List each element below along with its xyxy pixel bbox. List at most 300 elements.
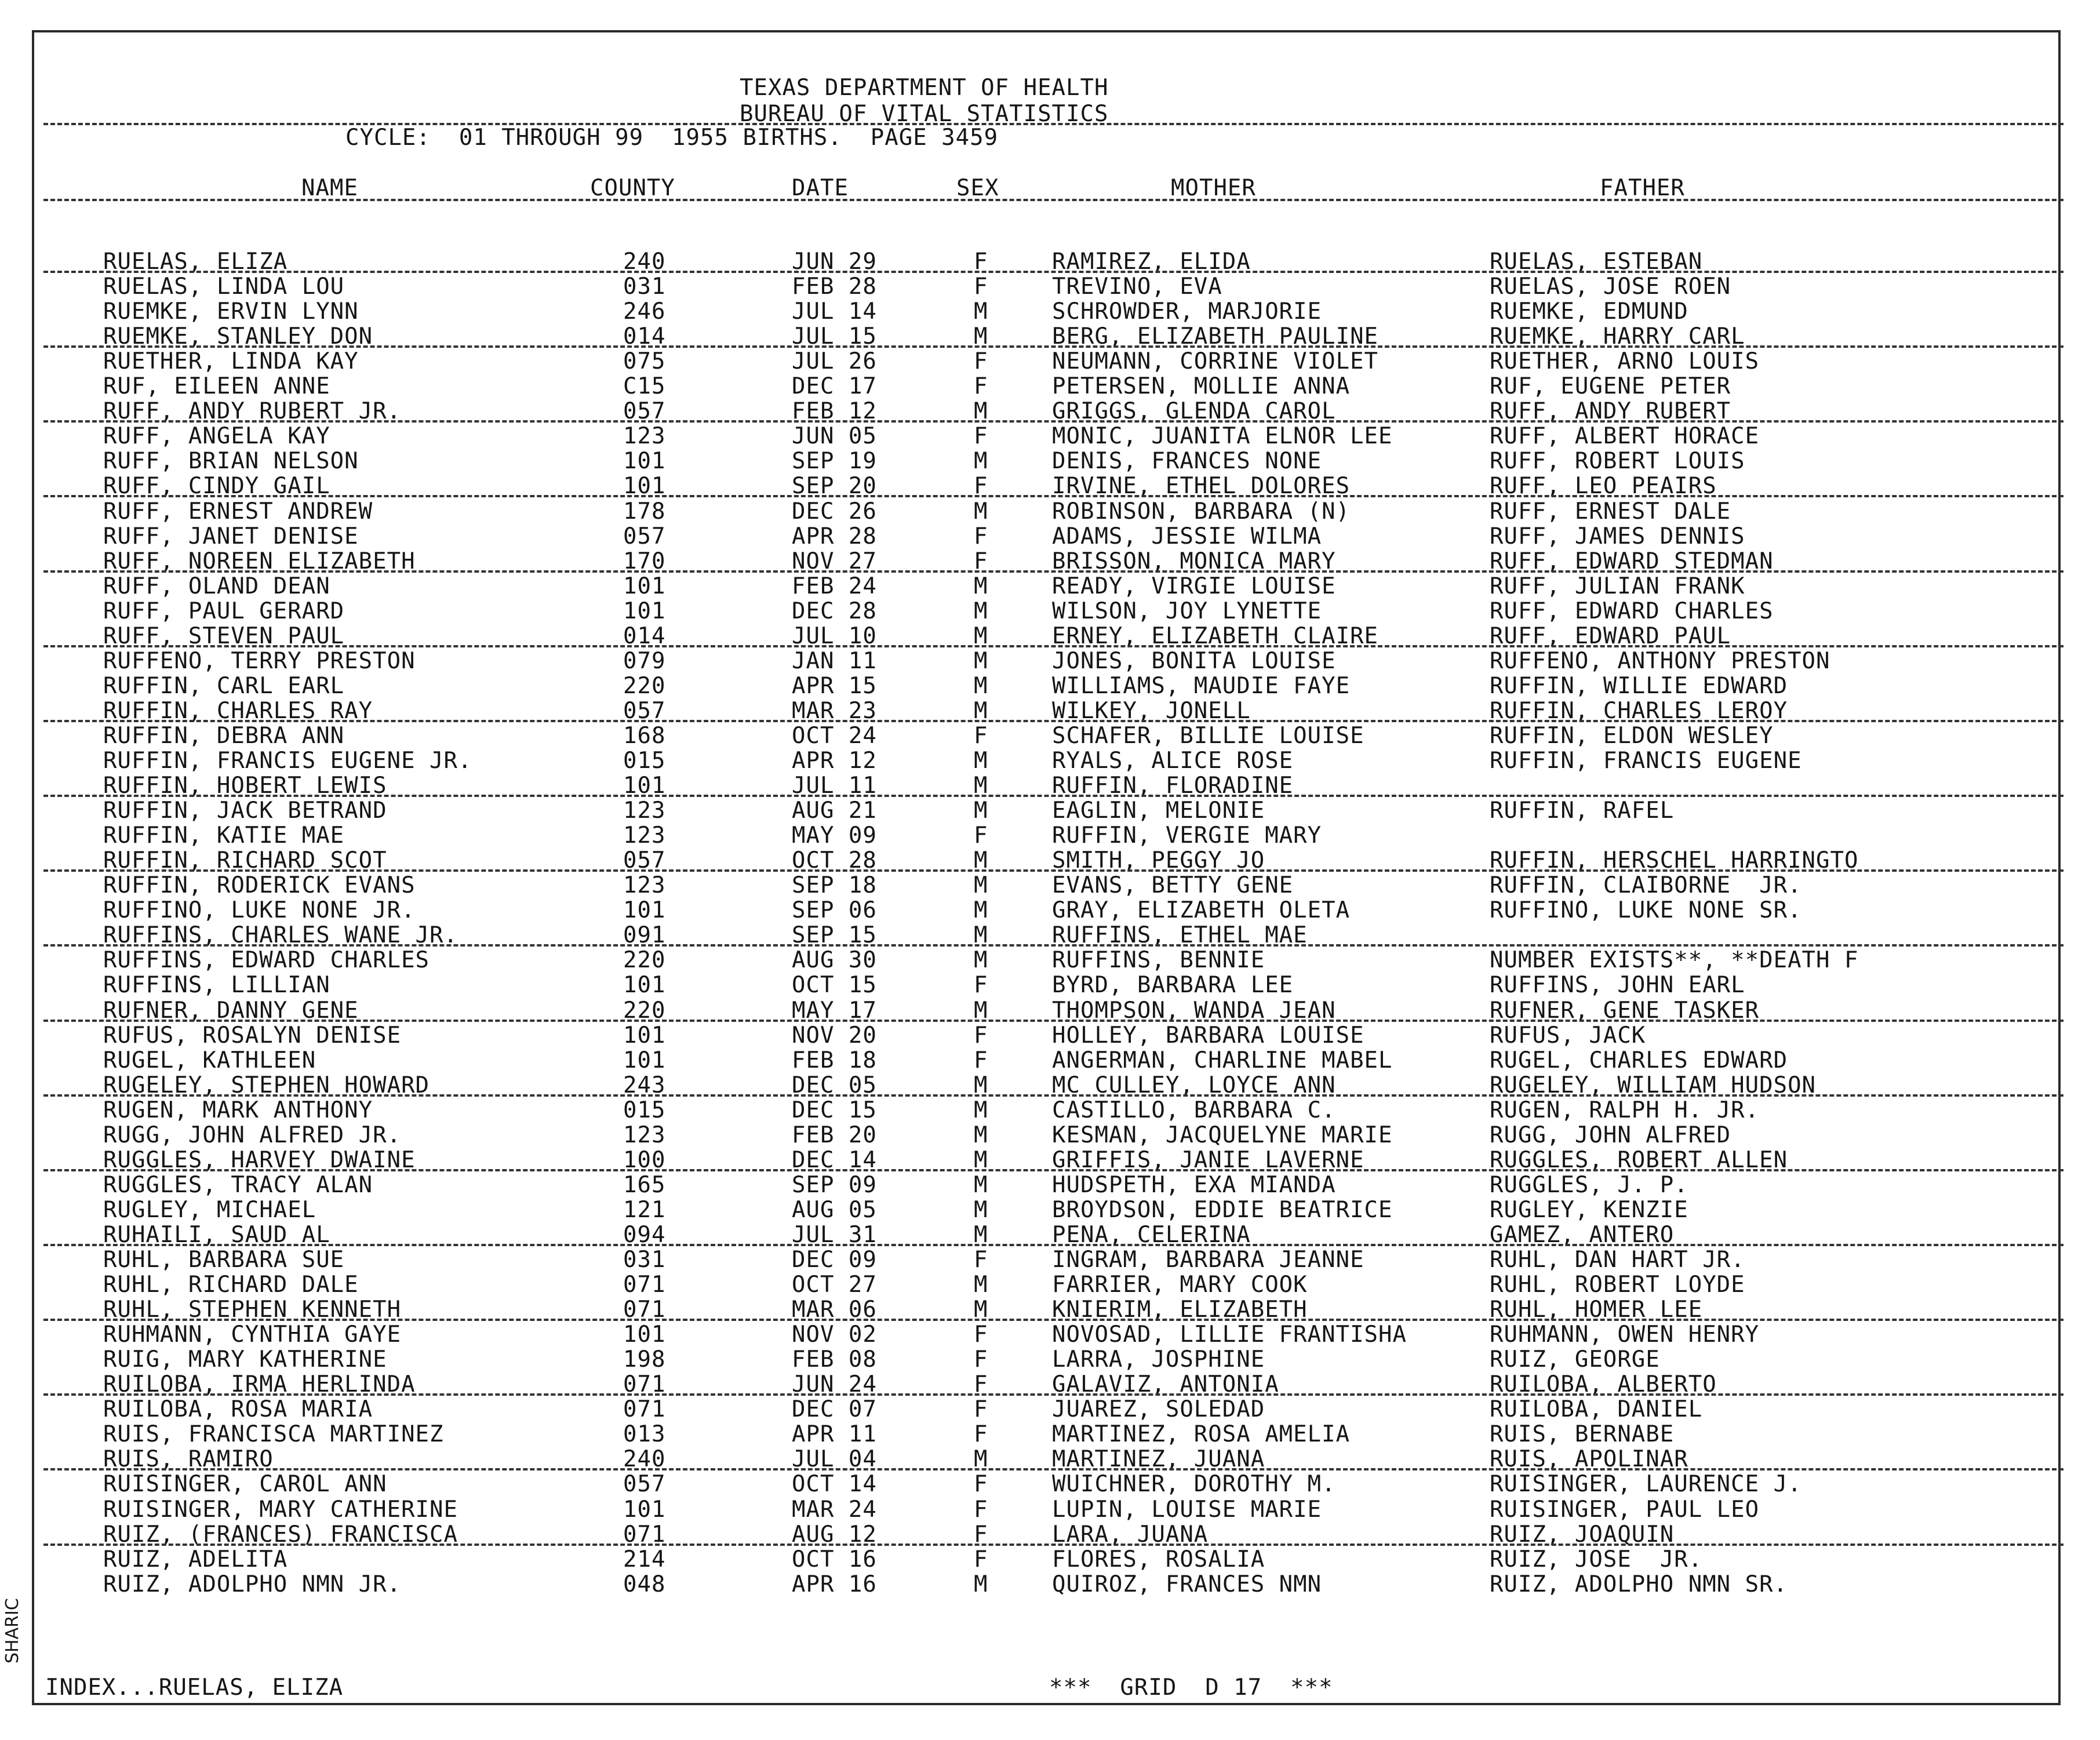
- cell-name: RUFFIN, RODERICK EVANS: [103, 872, 416, 899]
- cell-county: 168: [623, 722, 666, 749]
- cell-county: 121: [623, 1196, 666, 1223]
- cell-sex: F: [974, 1047, 988, 1073]
- cell-name: RUHL, RICHARD DALE: [103, 1272, 359, 1298]
- cell-county: 101: [623, 598, 666, 624]
- cell-sex: M: [974, 1272, 988, 1298]
- cell-date: APR 28: [792, 523, 877, 549]
- cell-county: 071: [623, 1297, 666, 1323]
- cell-name: RUELAS, ELIZA: [103, 249, 288, 275]
- cell-county: 014: [623, 323, 666, 350]
- table-row: [0, 1171, 2100, 1199]
- table-row: [0, 1348, 2100, 1373]
- cell-county: 178: [623, 498, 666, 525]
- cell-father: RUIS, BERNABE: [1490, 1421, 1675, 1448]
- cell-sex: M: [974, 1171, 988, 1198]
- cell-mother: LUPIN, LOUISE MARIE: [1052, 1496, 1322, 1523]
- cell-sex: M: [974, 1446, 988, 1473]
- cell-mother: ERNEY, ELIZABETH CLAIRE: [1052, 623, 1379, 649]
- cell-mother: BYRD, BARBARA LEE: [1052, 972, 1294, 999]
- cell-father: RUGG, JOHN ALFRED: [1490, 1122, 1731, 1148]
- table-row: [0, 500, 2100, 525]
- table-row: [0, 1273, 2100, 1298]
- cell-date: OCT 15: [792, 972, 877, 999]
- cell-county: 014: [623, 623, 666, 649]
- side-label: SHARIC: [2, 1598, 23, 1663]
- cell-father: RUGGLES, ROBERT ALLEN: [1490, 1146, 1788, 1173]
- cell-date: DEC 28: [792, 598, 877, 624]
- cell-name: RUILOBA, IRMA HERLINDA: [103, 1371, 416, 1398]
- cell-name: RUIZ, ADELITA: [103, 1546, 288, 1572]
- cell-county: 123: [623, 872, 666, 899]
- cell-father: RUFF, LEO PEAIRS: [1490, 473, 1717, 500]
- cell-sex: M: [974, 922, 988, 949]
- cell-county: 240: [623, 1446, 666, 1473]
- row-divider: [43, 570, 2063, 573]
- cell-date: DEC 17: [792, 373, 877, 400]
- cell-mother: THOMPSON, WANDA JEAN: [1052, 997, 1336, 1024]
- cell-sex: F: [974, 1247, 988, 1273]
- cell-date: SEP 19: [792, 448, 877, 475]
- cell-sex: M: [974, 623, 988, 649]
- table-row: [0, 1196, 2100, 1224]
- cell-date: OCT 16: [792, 1546, 877, 1572]
- cell-mother: QUIROZ, FRANCES NMN: [1052, 1571, 1322, 1597]
- cell-county: 094: [623, 1221, 666, 1248]
- table-row: [0, 974, 2100, 999]
- cell-sex: M: [974, 872, 988, 899]
- cell-date: DEC 15: [792, 1097, 877, 1123]
- cell-name: RUHMANN, CYNTHIA GAYE: [103, 1322, 402, 1348]
- cell-name: RUFFINS, LILLIAN: [103, 972, 330, 999]
- table-row: [0, 1498, 2100, 1523]
- cell-father: RUEMKE, HARRY CARL: [1490, 323, 1745, 350]
- table-row: [0, 899, 2100, 924]
- cell-mother: DENIS, FRANCES NONE: [1052, 448, 1322, 475]
- cell-name: RUFFENO, TERRY PRESTON: [103, 647, 416, 674]
- cell-date: AUG 12: [792, 1521, 877, 1548]
- row-divider: [43, 795, 2063, 797]
- cell-sex: M: [974, 1196, 988, 1223]
- row-divider: [43, 420, 2063, 423]
- cell-sex: M: [974, 847, 988, 874]
- cell-county: 170: [623, 548, 666, 574]
- cell-father: RUFF, ROBERT LOUIS: [1490, 448, 1745, 475]
- row-divider: [43, 645, 2063, 647]
- cell-name: RUGLEY, MICHAEL: [103, 1196, 316, 1223]
- cell-mother: MARTINEZ, ROSA AMELIA: [1052, 1421, 1351, 1448]
- cell-father: GAMEZ, ANTERO: [1490, 1221, 1675, 1248]
- cell-date: NOV 02: [792, 1322, 877, 1348]
- cell-sex: M: [974, 448, 988, 475]
- cell-date: OCT 24: [792, 722, 877, 749]
- cell-father: RUFFIN, RAFEL: [1490, 798, 1675, 824]
- row-divider: [43, 1319, 2063, 1321]
- cell-father: RUFF, EDWARD STEDMAN: [1490, 548, 1774, 574]
- cell-sex: M: [974, 498, 988, 525]
- cell-mother: FARRIER, MARY COOK: [1052, 1272, 1308, 1298]
- cell-sex: F: [974, 373, 988, 400]
- cell-name: RUGGLES, TRACY ALAN: [103, 1171, 373, 1198]
- cell-county: 220: [623, 947, 666, 974]
- cell-date: JUL 26: [792, 348, 877, 375]
- cell-date: AUG 21: [792, 798, 877, 824]
- cell-county: 057: [623, 847, 666, 874]
- cell-sex: F: [974, 274, 988, 300]
- cell-county: 240: [623, 249, 666, 275]
- cell-father: RUIZ, ADOLPHO NMN SR.: [1490, 1571, 1788, 1597]
- cell-county: 013: [623, 1421, 666, 1448]
- cell-name: RUFUS, ROSALYN DENISE: [103, 1022, 402, 1049]
- cell-sex: M: [974, 1221, 988, 1248]
- cell-county: 243: [623, 1072, 666, 1098]
- cell-mother: WUICHNER, DOROTHY M.: [1052, 1471, 1336, 1498]
- cell-mother: MC CULLEY, LOYCE ANN: [1052, 1072, 1336, 1098]
- cell-father: RUGEN, RALPH H. JR.: [1490, 1097, 1760, 1123]
- table-row: [0, 450, 2100, 475]
- cell-father: RUIZ, JOSE JR.: [1490, 1546, 1703, 1572]
- cell-name: RUFNER, DANNY GENE: [103, 997, 359, 1024]
- cell-date: AUG 05: [792, 1196, 877, 1223]
- cell-date: FEB 12: [792, 398, 877, 425]
- cell-name: RUFFIN, HOBERT LEWIS: [103, 773, 387, 799]
- cell-name: RUFF, ERNEST ANDREW: [103, 498, 373, 525]
- cell-mother: WILSON, JOY LYNETTE: [1052, 598, 1322, 624]
- cell-father: RUGLEY, KENZIE: [1490, 1196, 1688, 1223]
- cell-date: APR 16: [792, 1571, 877, 1597]
- cell-county: 071: [623, 1371, 666, 1398]
- row-divider: [43, 1468, 2063, 1470]
- table-row: [0, 722, 2100, 749]
- cell-mother: SCHAFER, BILLIE LOUISE: [1052, 722, 1364, 749]
- cell-date: NOV 27: [792, 548, 877, 574]
- cell-father: RUIZ, JOAQUIN: [1490, 1521, 1675, 1548]
- cell-sex: M: [974, 1122, 988, 1148]
- cell-sex: M: [974, 997, 988, 1024]
- cell-county: 246: [623, 299, 666, 325]
- cell-sex: M: [974, 697, 988, 724]
- cell-name: RUIZ, ADOLPHO NMN JR.: [103, 1571, 402, 1597]
- cell-date: JAN 11: [792, 647, 877, 674]
- table-row: [0, 1024, 2100, 1049]
- cell-mother: NOVOSAD, LILLIE FRANTISHA: [1052, 1322, 1407, 1348]
- cell-name: RUFF, STEVEN PAUL: [103, 623, 345, 649]
- cell-date: DEC 14: [792, 1146, 877, 1173]
- cell-sex: F: [974, 423, 988, 450]
- cell-sex: F: [974, 1396, 988, 1423]
- cell-mother: NEUMANN, CORRINE VIOLET: [1052, 348, 1379, 375]
- cell-name: RUEMKE, ERVIN LYNN: [103, 299, 359, 325]
- cell-father: RUFNER, GENE TASKER: [1490, 997, 1760, 1024]
- cell-mother: WILLIAMS, MAUDIE FAYE: [1052, 672, 1351, 699]
- cell-date: JUL 04: [792, 1446, 877, 1473]
- column-header-father: FATHER: [1600, 175, 1685, 201]
- cell-sex: M: [974, 1297, 988, 1323]
- cell-name: RUGGLES, HARVEY DWAINE: [103, 1146, 416, 1173]
- cell-father: RUFF, ERNEST DALE: [1490, 498, 1731, 525]
- cell-mother: EAGLIN, MELONIE: [1052, 798, 1265, 824]
- cell-county: 100: [623, 1146, 666, 1173]
- cell-county: 101: [623, 573, 666, 599]
- cell-sex: M: [974, 573, 988, 599]
- cell-sex: F: [974, 1496, 988, 1523]
- table-row: [0, 425, 2100, 450]
- cell-date: OCT 14: [792, 1471, 877, 1498]
- cell-father: RUFUS, JACK: [1490, 1022, 1646, 1049]
- cell-name: RUFFINS, CHARLES WANE JR.: [103, 922, 458, 949]
- cell-mother: INGRAM, BARBARA JEANNE: [1052, 1247, 1364, 1273]
- cell-sex: M: [974, 398, 988, 425]
- row-divider: [43, 944, 2063, 947]
- cell-name: RUFF, CINDY GAIL: [103, 473, 330, 500]
- cell-sex: F: [974, 822, 988, 849]
- cell-date: JUL 31: [792, 1221, 877, 1248]
- cell-county: 031: [623, 274, 666, 300]
- cell-mother: RYALS, ALICE ROSE: [1052, 748, 1294, 774]
- cell-sex: F: [974, 722, 988, 749]
- table-row: [0, 1548, 2100, 1573]
- cell-mother: HOLLEY, BARBARA LOUISE: [1052, 1022, 1364, 1049]
- cell-sex: M: [974, 323, 988, 350]
- cell-name: RUFF, OLAND DEAN: [103, 573, 330, 599]
- cell-county: 101: [623, 448, 666, 475]
- cell-mother: WILKEY, JONELL: [1052, 697, 1251, 724]
- table-row: [0, 525, 2100, 550]
- cell-mother: ROBINSON, BARBARA (N): [1052, 498, 1351, 525]
- cell-father: RUFFENO, ANTHONY PRESTON: [1490, 647, 1830, 674]
- cell-mother: GRAY, ELIZABETH OLETA: [1052, 897, 1351, 924]
- cell-father: RUFFIN, FRANCIS EUGENE: [1490, 748, 1802, 774]
- cell-county: 165: [623, 1171, 666, 1198]
- cell-name: RUELAS, LINDA LOU: [103, 274, 345, 300]
- cell-sex: F: [974, 1022, 988, 1049]
- cell-mother: RUFFINS, BENNIE: [1052, 947, 1265, 974]
- cell-father: RUFF, JULIAN FRANK: [1490, 573, 1745, 599]
- cell-mother: HUDSPETH, EXA MIANDA: [1052, 1171, 1336, 1198]
- cell-father: RUFF, EDWARD PAUL: [1490, 623, 1731, 649]
- cycle-line: CYCLE: 01 THROUGH 99 1955 BIRTHS. PAGE 3459: [345, 125, 999, 151]
- cell-mother: READY, VIRGIE LOUISE: [1052, 573, 1336, 599]
- cell-county: 048: [623, 1571, 666, 1597]
- cell-mother: SCHROWDER, MARJORIE: [1052, 299, 1322, 325]
- cell-county: 031: [623, 1247, 666, 1273]
- cell-date: JUN 24: [792, 1371, 877, 1398]
- cell-name: RUFFIN, CARL EARL: [103, 672, 345, 699]
- row-divider: [43, 1094, 2063, 1097]
- cell-sex: M: [974, 672, 988, 699]
- cell-date: FEB 08: [792, 1346, 877, 1373]
- cell-father: RUHL, ROBERT LOYDE: [1490, 1272, 1745, 1298]
- cell-mother: RUFFIN, VERGIE MARY: [1052, 822, 1322, 849]
- cell-sex: F: [974, 1546, 988, 1572]
- cell-name: RUGELEY, STEPHEN HOWARD: [103, 1072, 430, 1098]
- cell-mother: BERG, ELIZABETH PAULINE: [1052, 323, 1379, 350]
- cell-date: MAY 09: [792, 822, 877, 849]
- cell-county: 101: [623, 1322, 666, 1348]
- cell-date: JUL 14: [792, 299, 877, 325]
- table-row: [0, 600, 2100, 625]
- cell-name: RUFF, ANDY RUBERT JR.: [103, 398, 402, 425]
- table-row: [0, 749, 2100, 774]
- cell-mother: PETERSEN, MOLLIE ANNA: [1052, 373, 1351, 400]
- table-row: [0, 1573, 2100, 1598]
- cell-mother: GALAVIZ, ANTONIA: [1052, 1371, 1279, 1398]
- cell-sex: M: [974, 1146, 988, 1173]
- cell-father: RUILOBA, DANIEL: [1490, 1396, 1703, 1423]
- row-divider: [43, 869, 2063, 872]
- cell-mother: CASTILLO, BARBARA C.: [1052, 1097, 1336, 1123]
- table-row: [0, 1049, 2100, 1074]
- cell-mother: IRVINE, ETHEL DOLORES: [1052, 473, 1351, 500]
- cell-mother: SMITH, PEGGY JO: [1052, 847, 1265, 874]
- cell-father: RUIS, APOLINAR: [1490, 1446, 1688, 1473]
- cell-mother: ADAMS, JESSIE WILMA: [1052, 523, 1322, 549]
- cell-name: RUISINGER, CAROL ANN: [103, 1471, 387, 1498]
- cell-father: RUETHER, ARNO LOUIS: [1490, 348, 1760, 375]
- cell-date: MAR 24: [792, 1496, 877, 1523]
- cell-sex: F: [974, 1521, 988, 1548]
- cell-date: SEP 06: [792, 897, 877, 924]
- column-header-county: COUNTY: [590, 175, 675, 201]
- table-row: [0, 672, 2100, 700]
- cell-county: 015: [623, 1097, 666, 1123]
- cell-name: RUFF, ANGELA KAY: [103, 423, 330, 450]
- cell-mother: MONIC, JUANITA ELNOR LEE: [1052, 423, 1393, 450]
- table-row: [0, 949, 2100, 974]
- cell-county: C15: [623, 373, 666, 400]
- cell-mother: LARA, JUANA: [1052, 1521, 1209, 1548]
- cell-mother: TREVINO, EVA: [1052, 274, 1222, 300]
- cell-date: MAR 06: [792, 1297, 877, 1323]
- cell-mother: MARTINEZ, JUANA: [1052, 1446, 1265, 1473]
- cell-sex: M: [974, 1571, 988, 1597]
- cell-name: RUISINGER, MARY CATHERINE: [103, 1496, 458, 1523]
- cell-mother: ANGERMAN, CHARLINE MABEL: [1052, 1047, 1393, 1073]
- cell-father: RUGGLES, J. P.: [1490, 1171, 1688, 1198]
- cell-sex: M: [974, 947, 988, 974]
- cell-county: 057: [623, 697, 666, 724]
- cell-mother: KESMAN, JACQUELYNE MARIE: [1052, 1122, 1393, 1148]
- cell-date: APR 11: [792, 1421, 877, 1448]
- cell-sex: F: [974, 1371, 988, 1398]
- cell-mother: BRISSON, MONICA MARY: [1052, 548, 1336, 574]
- cell-father: RUEMKE, EDMUND: [1490, 299, 1688, 325]
- cell-sex: F: [974, 249, 988, 275]
- cell-county: 220: [623, 997, 666, 1024]
- cell-date: FEB 18: [792, 1047, 877, 1073]
- cell-father: RUFFIN, CHARLES LEROY: [1490, 697, 1788, 724]
- column-header-sex: SEX: [956, 175, 999, 201]
- cell-mother: BROYDSON, EDDIE BEATRICE: [1052, 1196, 1393, 1223]
- cell-name: RUFF, JANET DENISE: [103, 523, 359, 549]
- cell-sex: M: [974, 299, 988, 325]
- cell-father: RUILOBA, ALBERTO: [1490, 1371, 1717, 1398]
- cell-date: JUN 05: [792, 423, 877, 450]
- cell-county: 214: [623, 1546, 666, 1572]
- cell-sex: M: [974, 798, 988, 824]
- row-divider: [43, 345, 2063, 348]
- cell-sex: F: [974, 1471, 988, 1498]
- cell-date: SEP 09: [792, 1171, 877, 1198]
- cell-county: 101: [623, 1047, 666, 1073]
- cell-county: 220: [623, 672, 666, 699]
- row-divider: [43, 720, 2063, 722]
- cell-mother: GRIGGS, GLENDA CAROL: [1052, 398, 1336, 425]
- cell-sex: M: [974, 647, 988, 674]
- cell-sex: F: [974, 1421, 988, 1448]
- cell-father: RUELAS, JOSE ROEN: [1490, 274, 1731, 300]
- table-row: [0, 350, 2100, 375]
- cell-father: RUFFINO, LUKE NONE SR.: [1490, 897, 1802, 924]
- cell-name: RUFFIN, JACK BETRAND: [103, 798, 387, 824]
- cell-name: RUIS, FRANCISCA MARTINEZ: [103, 1421, 444, 1448]
- cell-name: RUFF, NOREEN ELIZABETH: [103, 548, 416, 574]
- index-footer: INDEX...RUELAS, ELIZA: [45, 1675, 344, 1701]
- cell-name: RUFF, BRIAN NELSON: [103, 448, 359, 475]
- cell-name: RUFFIN, DEBRA ANN: [103, 722, 345, 749]
- cell-father: RUFFIN, HERSCHEL HARRINGTO: [1490, 847, 1859, 874]
- row-divider: [43, 1020, 2063, 1022]
- cell-county: 071: [623, 1521, 666, 1548]
- cell-mother: JONES, BONITA LOUISE: [1052, 647, 1336, 674]
- cell-father: RUFF, ALBERT HORACE: [1490, 423, 1760, 450]
- cell-father: RUGEL, CHARLES EDWARD: [1490, 1047, 1788, 1073]
- cell-county: 101: [623, 773, 666, 799]
- cell-father: RUHL, HOMER LEE: [1490, 1297, 1703, 1323]
- cell-father: RUISINGER, PAUL LEO: [1490, 1496, 1760, 1523]
- cell-date: APR 15: [792, 672, 877, 699]
- cell-date: JUL 15: [792, 323, 877, 350]
- cell-name: RUFFINO, LUKE NONE JR.: [103, 897, 416, 924]
- cell-sex: F: [974, 972, 988, 999]
- cell-mother: RAMIREZ, ELIDA: [1052, 249, 1251, 275]
- cell-name: RUIZ, (FRANCES) FRANCISCA: [103, 1521, 458, 1548]
- cell-county: 123: [623, 1122, 666, 1148]
- cell-father: RUF, EUGENE PETER: [1490, 373, 1731, 400]
- grid-footer: *** GRID D 17 ***: [1049, 1675, 1333, 1701]
- cell-name: RUIS, RAMIRO: [103, 1446, 274, 1473]
- cell-father: RUELAS, ESTEBAN: [1490, 249, 1703, 275]
- cell-name: RUF, EILEEN ANNE: [103, 373, 330, 400]
- cell-sex: M: [974, 773, 988, 799]
- bureau-title: BUREAU OF VITAL STATISTICS: [740, 101, 1109, 127]
- column-header-mother: MOTHER: [1171, 175, 1256, 201]
- cell-date: OCT 28: [792, 847, 877, 874]
- cell-county: 101: [623, 473, 666, 500]
- cell-date: DEC 09: [792, 1247, 877, 1273]
- cell-county: 071: [623, 1396, 666, 1423]
- cell-date: DEC 05: [792, 1072, 877, 1098]
- cell-county: 198: [623, 1346, 666, 1373]
- cell-county: 123: [623, 423, 666, 450]
- cell-date: JUN 29: [792, 249, 877, 275]
- cell-name: RUFFIN, RICHARD SCOT: [103, 847, 387, 874]
- cell-date: DEC 26: [792, 498, 877, 525]
- cell-sex: M: [974, 748, 988, 774]
- cell-date: OCT 27: [792, 1272, 877, 1298]
- cell-sex: F: [974, 473, 988, 500]
- agency-title: TEXAS DEPARTMENT OF HEALTH: [740, 75, 1109, 101]
- cell-mother: EVANS, BETTY GENE: [1052, 872, 1294, 899]
- cell-mother: GRIFFIS, JANIE LAVERNE: [1052, 1146, 1364, 1173]
- row-divider: [43, 1544, 2063, 1546]
- cell-county: 123: [623, 822, 666, 849]
- cell-sex: F: [974, 523, 988, 549]
- cell-county: 123: [623, 798, 666, 824]
- table-row: [0, 275, 2100, 300]
- cell-father: RUFF, ANDY RUBERT: [1490, 398, 1731, 425]
- cell-mother: RUFFIN, FLORADINE: [1052, 773, 1294, 799]
- column-header-name: NAME: [301, 175, 358, 201]
